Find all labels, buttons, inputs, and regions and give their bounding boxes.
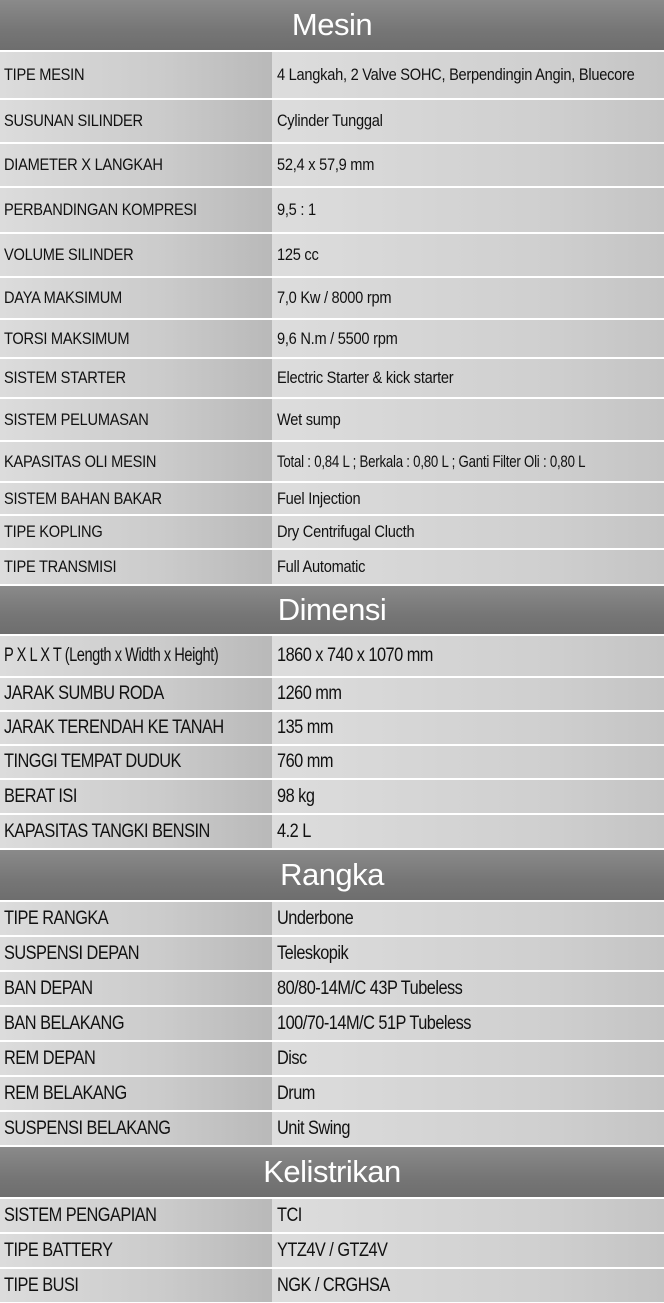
spec-label: TIPE BUSI bbox=[0, 1269, 272, 1302]
spec-value: 4.2 L bbox=[272, 815, 664, 848]
spec-label: DIAMETER X LANGKAH bbox=[0, 144, 272, 186]
spec-label: TINGGI TEMPAT DUDUK bbox=[0, 746, 272, 778]
spec-value: 98 kg bbox=[272, 780, 664, 813]
spec-label: BERAT ISI bbox=[0, 780, 272, 813]
spec-label: TIPE MESIN bbox=[0, 52, 272, 98]
spec-value: Underbone bbox=[272, 902, 664, 935]
spec-value: 52,4 x 57,9 mm bbox=[272, 144, 664, 186]
table-row bbox=[0, 678, 664, 710]
spec-value: Fuel Injection bbox=[272, 483, 664, 514]
spec-value: Disc bbox=[272, 1042, 664, 1075]
spec-label: KAPASITAS TANGKI BENSIN bbox=[0, 815, 272, 848]
spec-value: Teleskopik bbox=[272, 937, 664, 970]
spec-label: TORSI MAKSIMUM bbox=[0, 320, 272, 357]
spec-value: TCI bbox=[272, 1199, 664, 1232]
spec-label: SUSPENSI BELAKANG bbox=[0, 1112, 272, 1145]
section-header-dimensi: Dimensi bbox=[0, 586, 664, 634]
spec-value: 135 mm bbox=[272, 712, 664, 744]
spec-label: TIPE BATTERY bbox=[0, 1234, 272, 1267]
spec-label: SISTEM BAHAN BAKAR bbox=[0, 483, 272, 514]
table-row bbox=[0, 1112, 664, 1145]
spec-value: 4 Langkah, 2 Valve SOHC, Berpendingin Angin, Bluecore bbox=[272, 52, 664, 98]
spec-label: SUSUNAN SILINDER bbox=[0, 100, 272, 142]
spec-value: 1860 x 740 x 1070 mm bbox=[272, 636, 664, 676]
spec-label: PERBANDINGAN KOMPRESI bbox=[0, 188, 272, 232]
spec-value: Total : 0,84 L ; Berkala : 0,80 L ; Ganti Filter Oli : 0,80 L bbox=[272, 442, 664, 481]
table-row bbox=[0, 780, 664, 813]
section-header-mesin: Mesin bbox=[0, 0, 664, 50]
table-row bbox=[0, 234, 664, 276]
table-row bbox=[0, 1042, 664, 1075]
table-row bbox=[0, 144, 664, 186]
table-row bbox=[0, 278, 664, 318]
table-row bbox=[0, 937, 664, 970]
spec-label: JARAK TERENDAH KE TANAH bbox=[0, 712, 272, 744]
table-row bbox=[0, 188, 664, 232]
spec-value: NGK / CRGHSA bbox=[272, 1269, 664, 1302]
spec-label: REM BELAKANG bbox=[0, 1077, 272, 1110]
table-row bbox=[0, 442, 664, 481]
table-row bbox=[0, 52, 664, 98]
table-row bbox=[0, 483, 664, 514]
spec-label: SISTEM PENGAPIAN bbox=[0, 1199, 272, 1232]
table-row bbox=[0, 972, 664, 1005]
spec-value: Wet sump bbox=[272, 399, 664, 440]
spec-value: 125 cc bbox=[272, 234, 664, 276]
table-row bbox=[0, 1007, 664, 1040]
table-row bbox=[0, 1199, 664, 1232]
section-header-kelistrikan: Kelistrikan bbox=[0, 1147, 664, 1197]
spec-value: 1260 mm bbox=[272, 678, 664, 710]
table-row bbox=[0, 359, 664, 397]
spec-label: DAYA MAKSIMUM bbox=[0, 278, 272, 318]
spec-value: Dry Centrifugal Clucth bbox=[272, 516, 664, 548]
spec-value: 100/70-14M/C 51P Tubeless bbox=[272, 1007, 664, 1040]
table-row bbox=[0, 712, 664, 744]
spec-value: Full Automatic bbox=[272, 550, 664, 584]
spec-value: Unit Swing bbox=[272, 1112, 664, 1145]
spec-value: Electric Starter & kick starter bbox=[272, 359, 664, 397]
table-row bbox=[0, 516, 664, 548]
spec-label: JARAK SUMBU RODA bbox=[0, 678, 272, 710]
spec-label: TIPE KOPLING bbox=[0, 516, 272, 548]
spec-value: YTZ4V / GTZ4V bbox=[272, 1234, 664, 1267]
spec-value: 9,6 N.m / 5500 rpm bbox=[272, 320, 664, 357]
spec-label: TIPE TRANSMISI bbox=[0, 550, 272, 584]
spec-label: BAN BELAKANG bbox=[0, 1007, 272, 1040]
table-row bbox=[0, 1077, 664, 1110]
table-row bbox=[0, 1269, 664, 1302]
spec-label: REM DEPAN bbox=[0, 1042, 272, 1075]
spec-label: P X L X T (Length x Width x Height) bbox=[0, 636, 272, 676]
table-row bbox=[0, 320, 664, 357]
table-row bbox=[0, 399, 664, 440]
table-row bbox=[0, 1234, 664, 1267]
spec-label: SISTEM PELUMASAN bbox=[0, 399, 272, 440]
table-row bbox=[0, 636, 664, 676]
spec-value: 80/80-14M/C 43P Tubeless bbox=[272, 972, 664, 1005]
table-row bbox=[0, 746, 664, 778]
spec-value: Drum bbox=[272, 1077, 664, 1110]
spec-label: SISTEM STARTER bbox=[0, 359, 272, 397]
table-row bbox=[0, 815, 664, 848]
spec-label: TIPE RANGKA bbox=[0, 902, 272, 935]
table-row bbox=[0, 902, 664, 935]
spec-value: 7,0 Kw / 8000 rpm bbox=[272, 278, 664, 318]
spec-label: SUSPENSI DEPAN bbox=[0, 937, 272, 970]
spec-label: KAPASITAS OLI MESIN bbox=[0, 442, 272, 481]
spec-value: 760 mm bbox=[272, 746, 664, 778]
table-row bbox=[0, 100, 664, 142]
table-row bbox=[0, 550, 664, 584]
spec-label: BAN DEPAN bbox=[0, 972, 272, 1005]
spec-label: VOLUME SILINDER bbox=[0, 234, 272, 276]
spec-value: 9,5 : 1 bbox=[272, 188, 664, 232]
section-header-rangka: Rangka bbox=[0, 850, 664, 900]
spec-value: Cylinder Tunggal bbox=[272, 100, 664, 142]
